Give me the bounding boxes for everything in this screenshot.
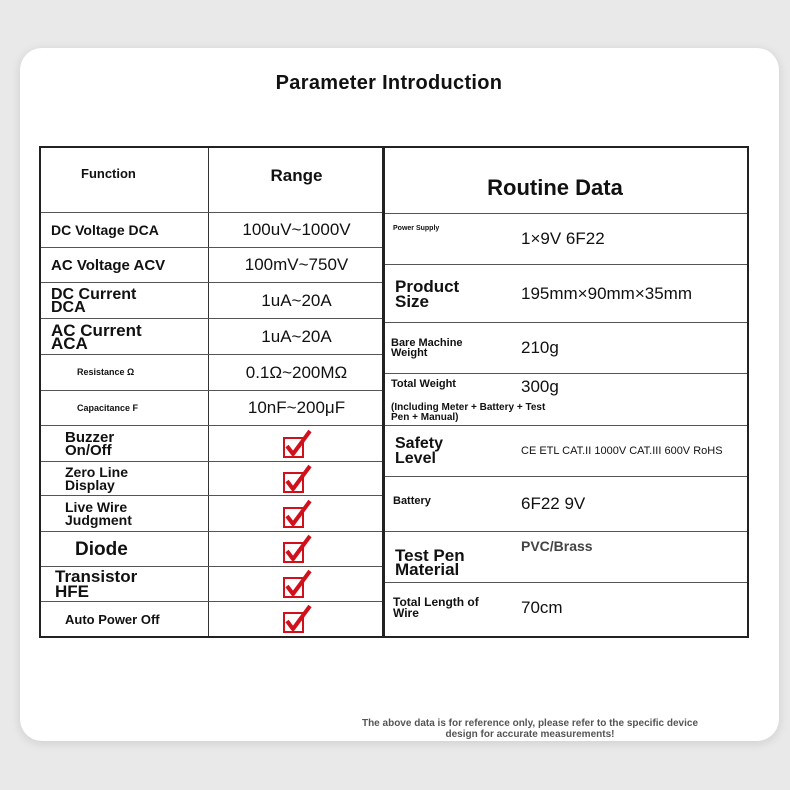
live-wire-check: [209, 496, 384, 531]
function-auto-power-off: Auto Power Off: [65, 611, 160, 627]
range-dc-voltage: 100uV~1000V: [242, 220, 351, 239]
function-resistance: Resistance Ω: [77, 367, 135, 377]
checkmark-icon: [282, 499, 312, 529]
function-buzzer: Buzzer On/Off: [65, 428, 115, 459]
function-ac-current: AC Current ACA: [51, 320, 142, 353]
function-header: Function: [81, 165, 136, 181]
range-dc-current: 1uA~20A: [261, 290, 332, 310]
checkmark-icon: [282, 464, 312, 494]
buzzer-check: [209, 426, 384, 461]
range-ac-voltage: 100mV~750V: [244, 255, 349, 274]
range-header: Range: [270, 166, 323, 185]
checkmark-icon: [282, 429, 312, 459]
checkmark-icon: [282, 569, 312, 599]
value-wire-length: 70cm: [521, 598, 563, 617]
range-ac-current: 1uA~20A: [261, 326, 332, 346]
value-power-supply: 1×9V 6F22: [521, 229, 605, 248]
function-dc-voltage: DC Voltage DCA: [51, 221, 159, 238]
routine-data-header: Routine Data: [487, 174, 623, 200]
routine-data-table: [383, 146, 749, 638]
range-capacitance: 10nF~200μF: [247, 398, 346, 417]
function-live-wire: Live Wire Judgment: [65, 498, 132, 528]
label-battery: Battery: [393, 495, 431, 507]
auto-power-off-check: [209, 602, 384, 636]
function-range-table: [39, 146, 384, 638]
value-bare-weight: 210g: [521, 338, 559, 357]
label-product-size: Product Size: [395, 276, 460, 311]
function-diode: Diode: [75, 538, 128, 560]
transistor-check: [209, 567, 384, 601]
label-power-supply: Power Supply: [393, 225, 440, 232]
page-title: Parameter Introduction: [275, 72, 503, 94]
checkmark-icon: [282, 604, 312, 634]
label-safety-level: Safety Level: [395, 435, 444, 467]
label-bare-weight: Bare Machine Weight: [391, 337, 463, 359]
value-safety-level: CE ETL CAT.II 1000V CAT.III 600V RoHS: [521, 445, 723, 457]
total-weight-note: (Including Meter + Battery + Test Pen + Manual): [391, 402, 546, 423]
function-zero-line: Zero Line Display: [65, 463, 129, 493]
range-resistance: 0.1Ω~200MΩ: [245, 362, 348, 382]
footnote: The above data is for reference only, please refer to the specific device design for accurate measurements!: [361, 718, 699, 740]
function-transistor: Transistor HFE: [55, 567, 138, 601]
diode-check: [209, 532, 384, 566]
function-ac-voltage: AC Voltage ACV: [51, 256, 166, 274]
checkmark-icon: [282, 534, 312, 564]
label-total-weight: Total Weight: [391, 378, 456, 390]
value-product-size: 195mm×90mm×35mm: [521, 283, 693, 303]
function-dc-current: DC Current DCA: [51, 285, 137, 316]
label-test-pen: Test Pen Material: [395, 546, 465, 579]
value-battery: 6F22 9V: [521, 494, 586, 513]
function-capacitance: Capacitance F: [77, 402, 139, 413]
zero-line-check: [209, 462, 384, 495]
value-total-weight: 300g: [521, 377, 559, 396]
value-test-pen: PVC/Brass: [521, 538, 593, 554]
label-wire-length: Total Length of Wire: [393, 595, 479, 620]
